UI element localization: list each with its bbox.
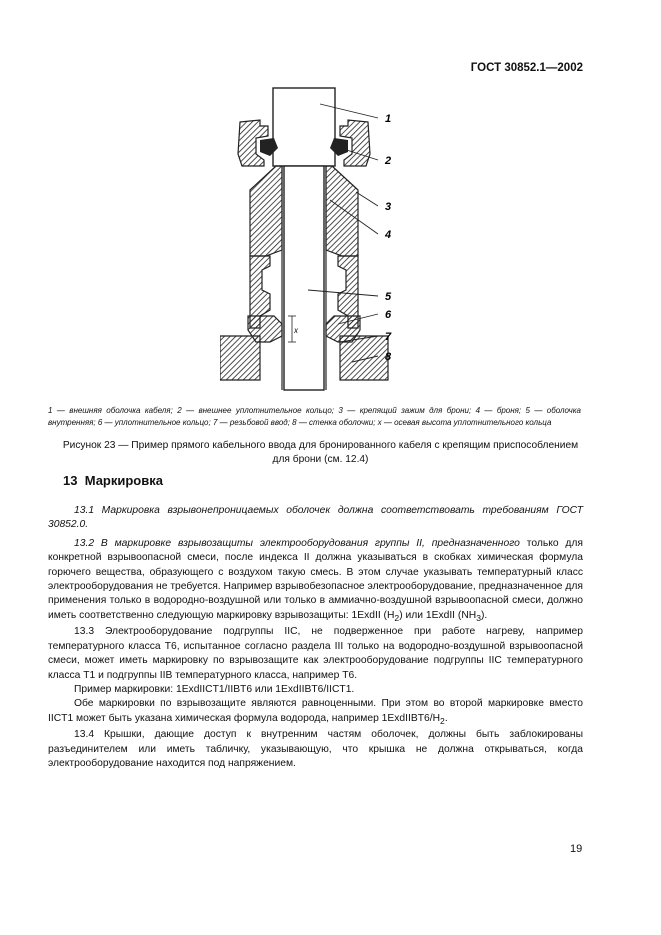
callout-2: 2 xyxy=(385,155,392,167)
h2-subscript: 2 xyxy=(394,612,400,623)
callout-7: 7 xyxy=(385,331,392,343)
enclosure-wall-left xyxy=(220,336,260,380)
armour-clamp-left xyxy=(250,166,282,256)
page-number: 19 xyxy=(570,843,583,855)
section-body xyxy=(48,504,583,771)
armour-clamp-right xyxy=(326,166,358,256)
figure-caption-line1: Рисунок 23 — Пример прямого кабельного ввода для бронированного кабеля с крепящим приспособлением xyxy=(62,440,579,451)
section-number: 13 xyxy=(63,473,78,488)
figure-legend: 1 — внешняя оболочка кабеля; 2 — внешнее уплотнительное кольцо; 3 — крепящий зажим для брони; 4 — броня; 5 — оболочка внутренняя; 6 — уплотнительное кольцо; 7 — резьбовой ввод; 8 — стенка оболочки; x — осевая высота уплотнительного кольца xyxy=(48,406,581,427)
paragraph-13-1: 13.1 Маркировка взрывонепроницаемых оболочек должна соответствовать требованиям ГОСТ 30852.0. xyxy=(48,505,583,531)
figure-caption xyxy=(48,439,593,467)
outer-cable-sheath xyxy=(273,88,335,166)
h2-subscript-2: 2 xyxy=(440,715,445,726)
paragraph-equivalence-end: . xyxy=(444,712,448,724)
paragraph-equivalence xyxy=(48,697,583,728)
paragraph-13-2-lead: 13.2 В маркировке взрывозащиты электрооборудования группы II, предназначенного xyxy=(74,537,520,549)
section-title: Маркировка xyxy=(84,473,163,488)
callout-5: 5 xyxy=(385,291,392,303)
paragraph-13-3: 13.3 Электрооборудование подгруппы IIC, не подверженное при работе нагреву, например температурного класса Т6, испытанное согласно раздела III только на водородно-воздушной взрывоопасной смеси, может иметь маркировку по взрывозащите как электрооборудование подгруппы IIC температурного класса Т1 и подгруппы IIB температурного класса, например Т6. xyxy=(48,626,583,681)
paragraph-example: Пример маркировки: 1ExdIICT1/IIBT6 или 1ExdIIBT6/IICT1. xyxy=(74,683,355,695)
callout-8: 8 xyxy=(385,351,392,363)
dimension-x-label: x xyxy=(294,326,298,335)
enclosure-wall-right xyxy=(340,336,388,380)
section-heading xyxy=(63,473,163,488)
inner-sheath xyxy=(284,166,324,390)
callout-4: 4 xyxy=(385,229,392,241)
document-header: ГОСТ 30852.1—2002 xyxy=(470,62,583,74)
cable-gland-drawing xyxy=(220,80,410,396)
paragraph-13-2 xyxy=(48,537,583,625)
nh3-subscript: 3 xyxy=(476,612,481,623)
paragraph-13-2-body: только для конкретной взрывоопасной смеси, после индекса II должна указываться в скобках химическая формула горючего вещества, образующего с воздухом такую смесь. В этом случае указывать температурный класс электрооборудования не требуется. Например взрывобезопасное электрооборудование, предназначенное для применения только в водородно-воздушной или только в аммиачно-воздушной взрывоопасной смеси, должно иметь соответственно следующую маркировку взрывозащиты: 1ExdII (H xyxy=(48,537,583,621)
callout-1: 1 xyxy=(385,113,392,125)
paragraph-13-4: 13.4 Крышки, дающие доступ к внутренним частям оболочек, должны быть заблокированы разъединителем или иметь табличку, указывающую, что крышка не должна открываться, когда электрооборудование находится под напряжением. xyxy=(48,729,583,769)
callout-6: 6 xyxy=(385,309,392,321)
callout-3: 3 xyxy=(385,201,392,213)
paragraph-13-2-nh: ) или 1ExdII (NH xyxy=(399,609,477,621)
paragraph-equivalence-text: Обе маркировки по взрывозащите являются равноценными. При этом во второй маркировке вместо IICT1 может быть указана химическая формула водорода, например 1ExdIIBT6/H xyxy=(48,698,583,724)
paragraph-13-2-end: ). xyxy=(480,609,488,621)
figure-caption-line2: для брони (см. 12.4) xyxy=(272,454,369,465)
